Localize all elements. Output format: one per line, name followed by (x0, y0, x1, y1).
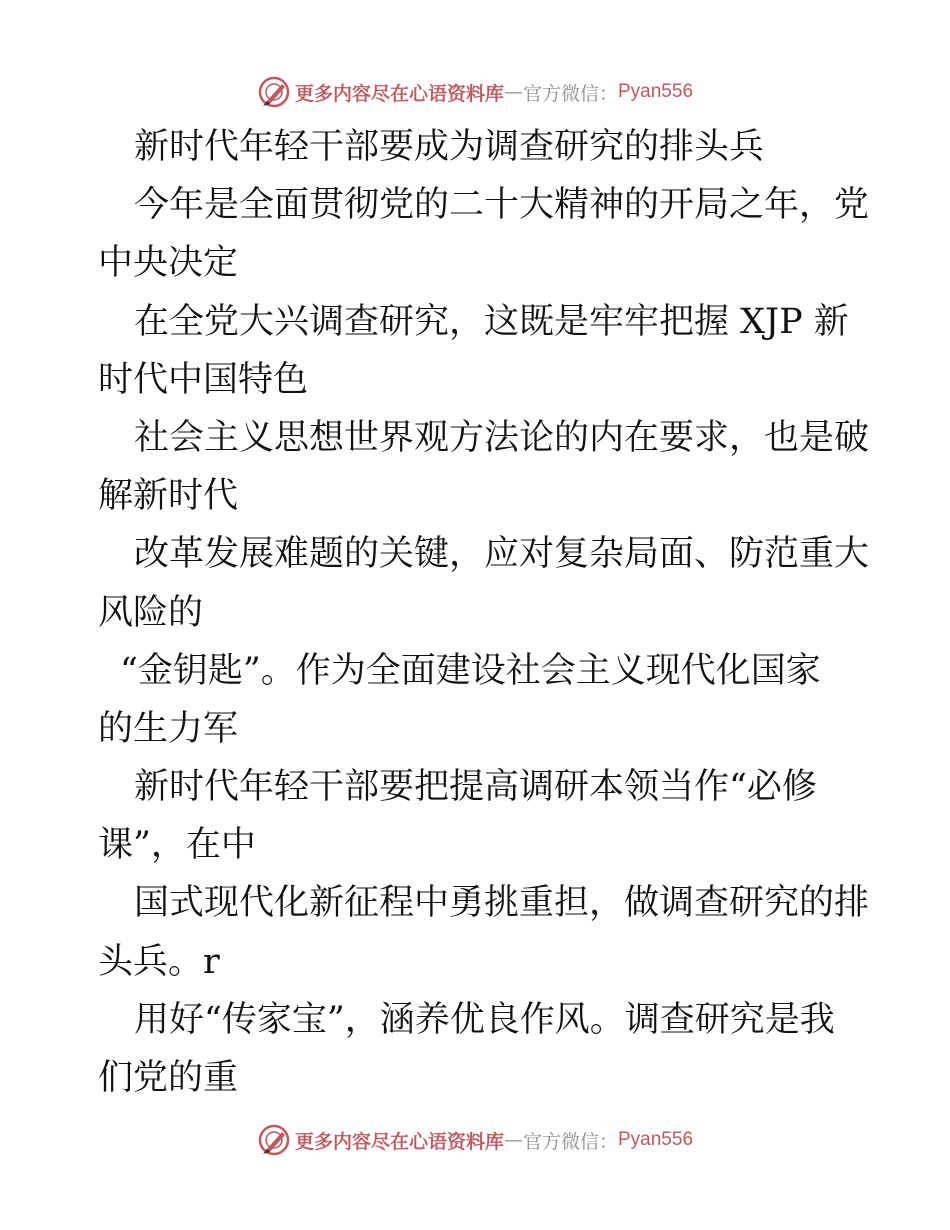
pen-logo-icon (257, 1123, 291, 1157)
text-line: 时代中国特色 (98, 359, 309, 400)
banner-wechat-label: 官方微信： (522, 1130, 618, 1153)
document-body (0, 118, 950, 1107)
document-title: 新时代年轻干部要成为调查研究的排头兵 (134, 127, 765, 167)
text-line: 解新时代 (98, 476, 239, 517)
text-line: 风险的 (98, 592, 204, 633)
banner-wechat-id: Pyan556 (618, 1129, 694, 1150)
banner-dash: — (503, 1129, 523, 1151)
banner-main-text: 更多内容尽在心语资料库 (294, 82, 504, 105)
banner-dash: — (503, 81, 523, 103)
text-line: 社会主义思想世界观方法论的内在要求，也是破 (134, 417, 870, 458)
text-line: 在全党大兴调查研究，这既是牢牢把握 XJP 新 (134, 301, 849, 342)
header-banner (0, 72, 950, 112)
text-line: 改革发展难题的关键，应对复杂局面、防范重大 (134, 534, 870, 575)
footer-banner (0, 1120, 950, 1160)
text-line: 中央决定 (98, 243, 239, 284)
banner-main-text: 更多内容尽在心语资料库 (294, 1130, 504, 1153)
text-line: 今年是全面贯彻党的二十大精神的开局之年，党 (134, 185, 870, 226)
text-line: 的生力军 (98, 708, 239, 749)
text-line: “金钥匙”。作为全面建设社会主义现代化国家 (120, 650, 821, 691)
text-line: 新时代年轻干部要把提高调研本领当作“必修 (134, 767, 817, 808)
banner-wechat-label: 官方微信： (522, 82, 618, 105)
text-line: 们党的重 (98, 1058, 239, 1098)
text-line: 国式现代化新征程中勇挑重担，做调查研究的排 (134, 883, 870, 924)
text-line: 课”，在中 (98, 825, 256, 866)
banner-wechat-id: Pyan556 (618, 81, 694, 102)
text-line: 用好“传家宝”，涵养优良作风。调查研究是我 (134, 999, 835, 1040)
text-line: 头兵。r (98, 941, 220, 982)
pen-logo-icon (257, 75, 291, 109)
